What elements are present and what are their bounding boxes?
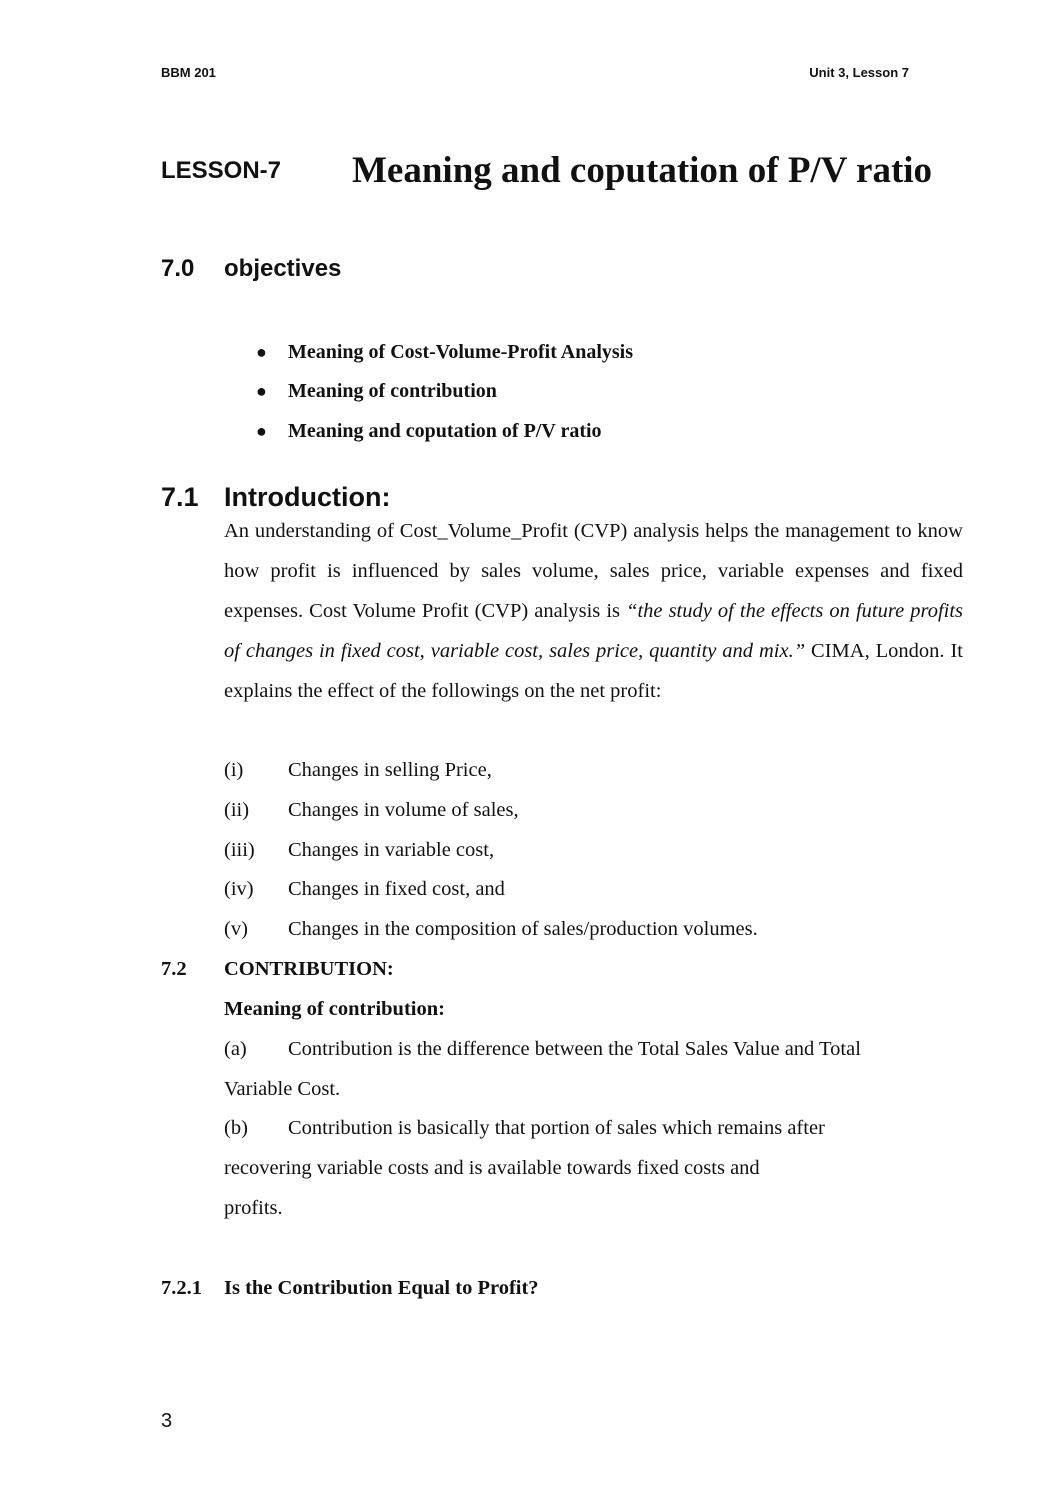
header-course-code: BBM 201 <box>161 65 216 80</box>
bullet-icon: ● <box>256 381 267 401</box>
list-label: (ii) <box>224 799 250 821</box>
list-label: (iii) <box>224 839 255 861</box>
list-label: (iv) <box>224 878 254 900</box>
lesson-label: LESSON-7 <box>161 157 282 184</box>
contribution-number: 7.2 <box>161 958 187 980</box>
objective-item <box>256 380 497 403</box>
list-text: Changes in the composition of sales/production volumes. <box>288 918 758 940</box>
introduction-number: 7.1 <box>161 482 199 512</box>
list-item <box>224 759 492 782</box>
intro-text-start: An understanding of Cost_Volume_Profit (CVP) analysis helps the management to know how profit is influenced by sales volume, sales price, variable expenses and fixed expenses. Cost Volume Profit (CVP) analysis is <box>224 520 963 622</box>
list-item <box>224 799 519 822</box>
list-item <box>224 878 505 901</box>
point-text-continued: profits. <box>224 1197 283 1219</box>
contribution-point-a <box>224 1038 861 1061</box>
lesson-title: Meaning and coputation of P/V ratio <box>352 150 933 191</box>
contribution-subheading: Meaning of contribution: <box>224 998 445 1020</box>
header-unit-lesson: Unit 3, Lesson 7 <box>809 65 909 80</box>
list-text: Changes in fixed cost, and <box>288 878 505 900</box>
list-label: (v) <box>224 918 248 940</box>
list-item <box>224 918 758 941</box>
bullet-icon: ● <box>256 421 267 441</box>
bullet-icon: ● <box>256 342 267 362</box>
objectives-number: 7.0 <box>161 255 195 282</box>
point-text-continued: Variable Cost. <box>224 1078 341 1100</box>
point-text: Contribution is the difference between the Total Sales Value and Total <box>288 1038 861 1060</box>
point-label: (a) <box>224 1038 247 1060</box>
introduction-heading: Introduction: <box>224 482 391 512</box>
objective-text: Meaning of Cost-Volume-Profit Analysis <box>288 341 633 363</box>
subsection-heading: Is the Contribution Equal to Profit? <box>224 1277 539 1299</box>
contribution-heading: CONTRIBUTION: <box>224 958 394 980</box>
objective-text: Meaning of contribution <box>288 380 497 402</box>
point-text: Contribution is basically that portion of sales which remains after <box>288 1117 825 1139</box>
point-label: (b) <box>224 1117 248 1139</box>
introduction-paragraph <box>224 511 963 711</box>
objective-text: Meaning and coputation of P/V ratio <box>288 420 602 442</box>
intro-text-end: CIMA, London. It explains the effect of the followings on the net profit: <box>224 640 964 702</box>
objectives-heading: objectives <box>224 255 342 282</box>
intro-quote: “the study of the effects on future profits of changes in fixed cost, variable cost, sales price, quantity and mix.” <box>224 600 964 662</box>
page-number: 3 <box>161 1410 173 1432</box>
list-text: Changes in selling Price, <box>288 759 492 781</box>
point-text-continued: recovering variable costs and is available towards fixed costs and <box>224 1157 760 1179</box>
subsection-number: 7.2.1 <box>161 1277 202 1299</box>
objective-item <box>256 420 602 443</box>
list-text: Changes in variable cost, <box>288 839 495 861</box>
list-text: Changes in volume of sales, <box>288 799 519 821</box>
objective-item <box>256 341 633 364</box>
list-label: (i) <box>224 759 244 781</box>
list-item <box>224 839 494 862</box>
contribution-point-b <box>224 1117 825 1140</box>
